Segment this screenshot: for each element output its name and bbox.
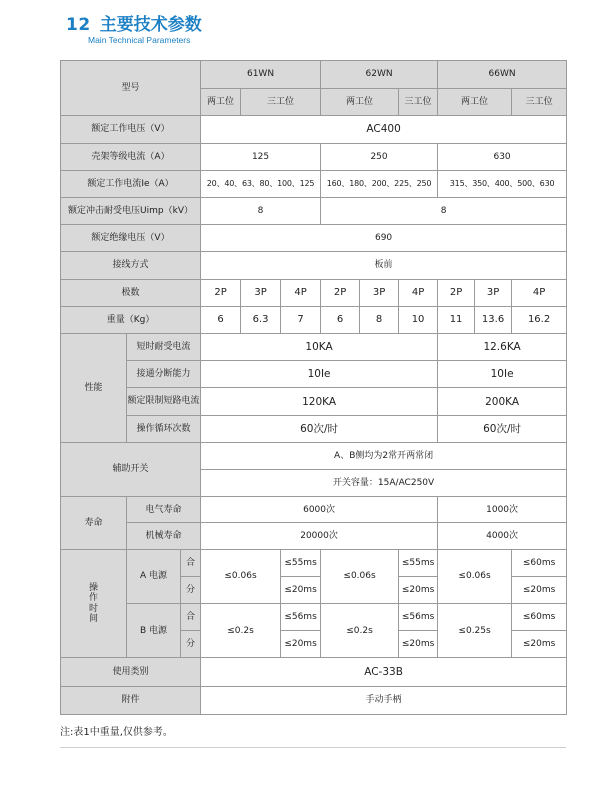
divider: [60, 747, 566, 748]
rated-current-label: 额定工作电流Ie（A）: [61, 170, 201, 197]
power-b-main-61: ≤0.2s: [201, 604, 281, 658]
power-b-open-66: ≤20ms: [512, 631, 567, 658]
accessory-label: 附件: [61, 686, 201, 714]
performance-label: 性能: [61, 334, 127, 443]
insulation-voltage-value: 690: [201, 225, 567, 252]
power-a-main-62: ≤0.06s: [321, 549, 399, 603]
rated-current-66: 315、350、400、500、630: [438, 170, 567, 197]
performance-value: 10KA: [201, 334, 438, 361]
poles-label: 极数: [61, 279, 201, 306]
aux-switch-line2: 开关容量：15A/AC250V: [201, 470, 567, 497]
poles-cell: 2P: [201, 279, 241, 306]
table-row: [61, 549, 567, 576]
performance-row-label: 操作循环次数: [127, 415, 201, 442]
wiring-label: 接线方式: [61, 252, 201, 279]
model-66wn: 66WN: [438, 61, 567, 89]
power-a-label: A 电源: [127, 549, 181, 603]
table-row: [61, 334, 567, 361]
poles-cell: 3P: [241, 279, 281, 306]
power-b-main-66: ≤0.25s: [438, 604, 512, 658]
performance-row-label: 接通分断能力: [127, 361, 201, 388]
performance-value: 60次/时: [438, 415, 567, 442]
table-row: [61, 225, 567, 252]
weight-cell: 8: [360, 306, 399, 333]
power-b-close-66: ≤60ms: [512, 604, 567, 631]
op-time-char: 操: [88, 582, 98, 593]
model-61wn: 61WN: [201, 61, 321, 89]
insulation-voltage-label: 额定绝缘电压（V）: [61, 225, 201, 252]
impulse-voltage-label: 额定冲击耐受电压Uimp（kV）: [61, 198, 201, 225]
table-row: [61, 415, 567, 442]
op-time-char: 间: [88, 613, 98, 624]
power-a-close-62: ≤55ms: [399, 549, 438, 576]
op-time-char: 作: [88, 593, 98, 604]
table-row: [61, 442, 567, 469]
weight-label: 重量（Kg）: [61, 306, 201, 333]
poles-cell: 3P: [360, 279, 399, 306]
power-a-close-61: ≤55ms: [281, 549, 321, 576]
category-value: AC-33B: [201, 658, 567, 686]
power-a-open-66: ≤20ms: [512, 576, 567, 603]
footnote: 注:表1中重量,仅供参考。: [60, 727, 173, 738]
table-row: [61, 252, 567, 279]
rated-current-62: 160、180、200、225、250: [321, 170, 438, 197]
table-row: [61, 170, 567, 197]
weight-cell: 6: [321, 306, 360, 333]
table-row: [61, 306, 567, 333]
table-row: [61, 388, 567, 415]
life-label: 寿命: [61, 497, 127, 549]
table-row: [61, 658, 567, 686]
table-row: [61, 523, 567, 549]
position-three-61: 三工位: [241, 89, 321, 116]
wiring-value: 板前: [201, 252, 567, 279]
table-row: [61, 686, 567, 714]
power-b-open-62: ≤20ms: [399, 631, 438, 658]
section-subtitle: Main Technical Parameters: [88, 35, 191, 45]
life-value: 1000次: [438, 497, 567, 523]
performance-value: 10Ie: [201, 361, 438, 388]
performance-row-label: 额定限制短路电流: [127, 388, 201, 415]
performance-value: 60次/时: [201, 415, 438, 442]
table-row: [61, 61, 567, 89]
weight-cell: 6: [201, 306, 241, 333]
section-title: 主要技术参数: [99, 15, 202, 35]
position-three-62: 三工位: [399, 89, 438, 116]
table-row: [61, 279, 567, 306]
rated-voltage-value: AC400: [201, 116, 567, 143]
power-b-close-61: ≤56ms: [281, 604, 321, 631]
table-row: [61, 198, 567, 225]
position-two-61: 两工位: [201, 89, 241, 116]
frame-current-61: 125: [201, 143, 321, 170]
power-a-close-66: ≤60ms: [512, 549, 567, 576]
rated-current-61: 20、40、63、80、100、125: [201, 170, 321, 197]
position-two-66: 两工位: [438, 89, 512, 116]
power-a-main-61: ≤0.06s: [201, 549, 281, 603]
weight-cell: 6.3: [241, 306, 281, 333]
open-label: 分: [181, 631, 201, 658]
frame-current-label: 壳架等级电流（A）: [61, 143, 201, 170]
power-a-open-62: ≤20ms: [399, 576, 438, 603]
power-b-close-62: ≤56ms: [399, 604, 438, 631]
weight-cell: 11: [438, 306, 475, 333]
life-value: 6000次: [201, 497, 438, 523]
impulse-voltage-61: 8: [201, 198, 321, 225]
power-a-open-61: ≤20ms: [281, 576, 321, 603]
poles-cell: 4P: [281, 279, 321, 306]
power-b-open-61: ≤20ms: [281, 631, 321, 658]
model-label: 型号: [61, 61, 201, 116]
performance-row-label: 短时耐受电流: [127, 334, 201, 361]
section-header: [66, 10, 202, 35]
technical-parameters-table: [60, 60, 567, 715]
performance-value: 200KA: [438, 388, 567, 415]
performance-value: 12.6KA: [438, 334, 567, 361]
life-row-label: 电气寿命: [127, 497, 201, 523]
close-label: 合: [181, 604, 201, 631]
table-row: [61, 604, 567, 631]
power-b-main-62: ≤0.2s: [321, 604, 399, 658]
frame-current-66: 630: [438, 143, 567, 170]
table-row: [61, 116, 567, 143]
poles-cell: 3P: [475, 279, 512, 306]
weight-cell: 13.6: [475, 306, 512, 333]
life-value: 4000次: [438, 523, 567, 549]
poles-cell: 2P: [321, 279, 360, 306]
life-value: 20000次: [201, 523, 438, 549]
weight-cell: 7: [281, 306, 321, 333]
impulse-voltage-62-66: 8: [321, 198, 567, 225]
poles-cell: 4P: [399, 279, 438, 306]
category-label: 使用类别: [61, 658, 201, 686]
performance-value: 120KA: [201, 388, 438, 415]
aux-switch-label: 辅助开关: [61, 442, 201, 496]
position-two-62: 两工位: [321, 89, 399, 116]
life-row-label: 机械寿命: [127, 523, 201, 549]
weight-cell: 16.2: [512, 306, 567, 333]
section-number: 12: [66, 15, 91, 35]
frame-current-62: 250: [321, 143, 438, 170]
accessory-value: 手动手柄: [201, 686, 567, 714]
table-row: [61, 361, 567, 388]
open-label: 分: [181, 576, 201, 603]
rated-voltage-label: 额定工作电压（V）: [61, 116, 201, 143]
close-label: 合: [181, 549, 201, 576]
op-time-char: 时: [88, 603, 98, 614]
position-three-66: 三工位: [512, 89, 567, 116]
power-b-label: B 电源: [127, 604, 181, 658]
op-time-label: [61, 549, 127, 658]
table-row: [61, 497, 567, 523]
table-row: [61, 143, 567, 170]
model-62wn: 62WN: [321, 61, 438, 89]
poles-cell: 2P: [438, 279, 475, 306]
poles-cell: 4P: [512, 279, 567, 306]
performance-value: 10Ie: [438, 361, 567, 388]
aux-switch-line1: A、B侧均为2常开两常闭: [201, 442, 567, 469]
power-a-main-66: ≤0.06s: [438, 549, 512, 603]
weight-cell: 10: [399, 306, 438, 333]
